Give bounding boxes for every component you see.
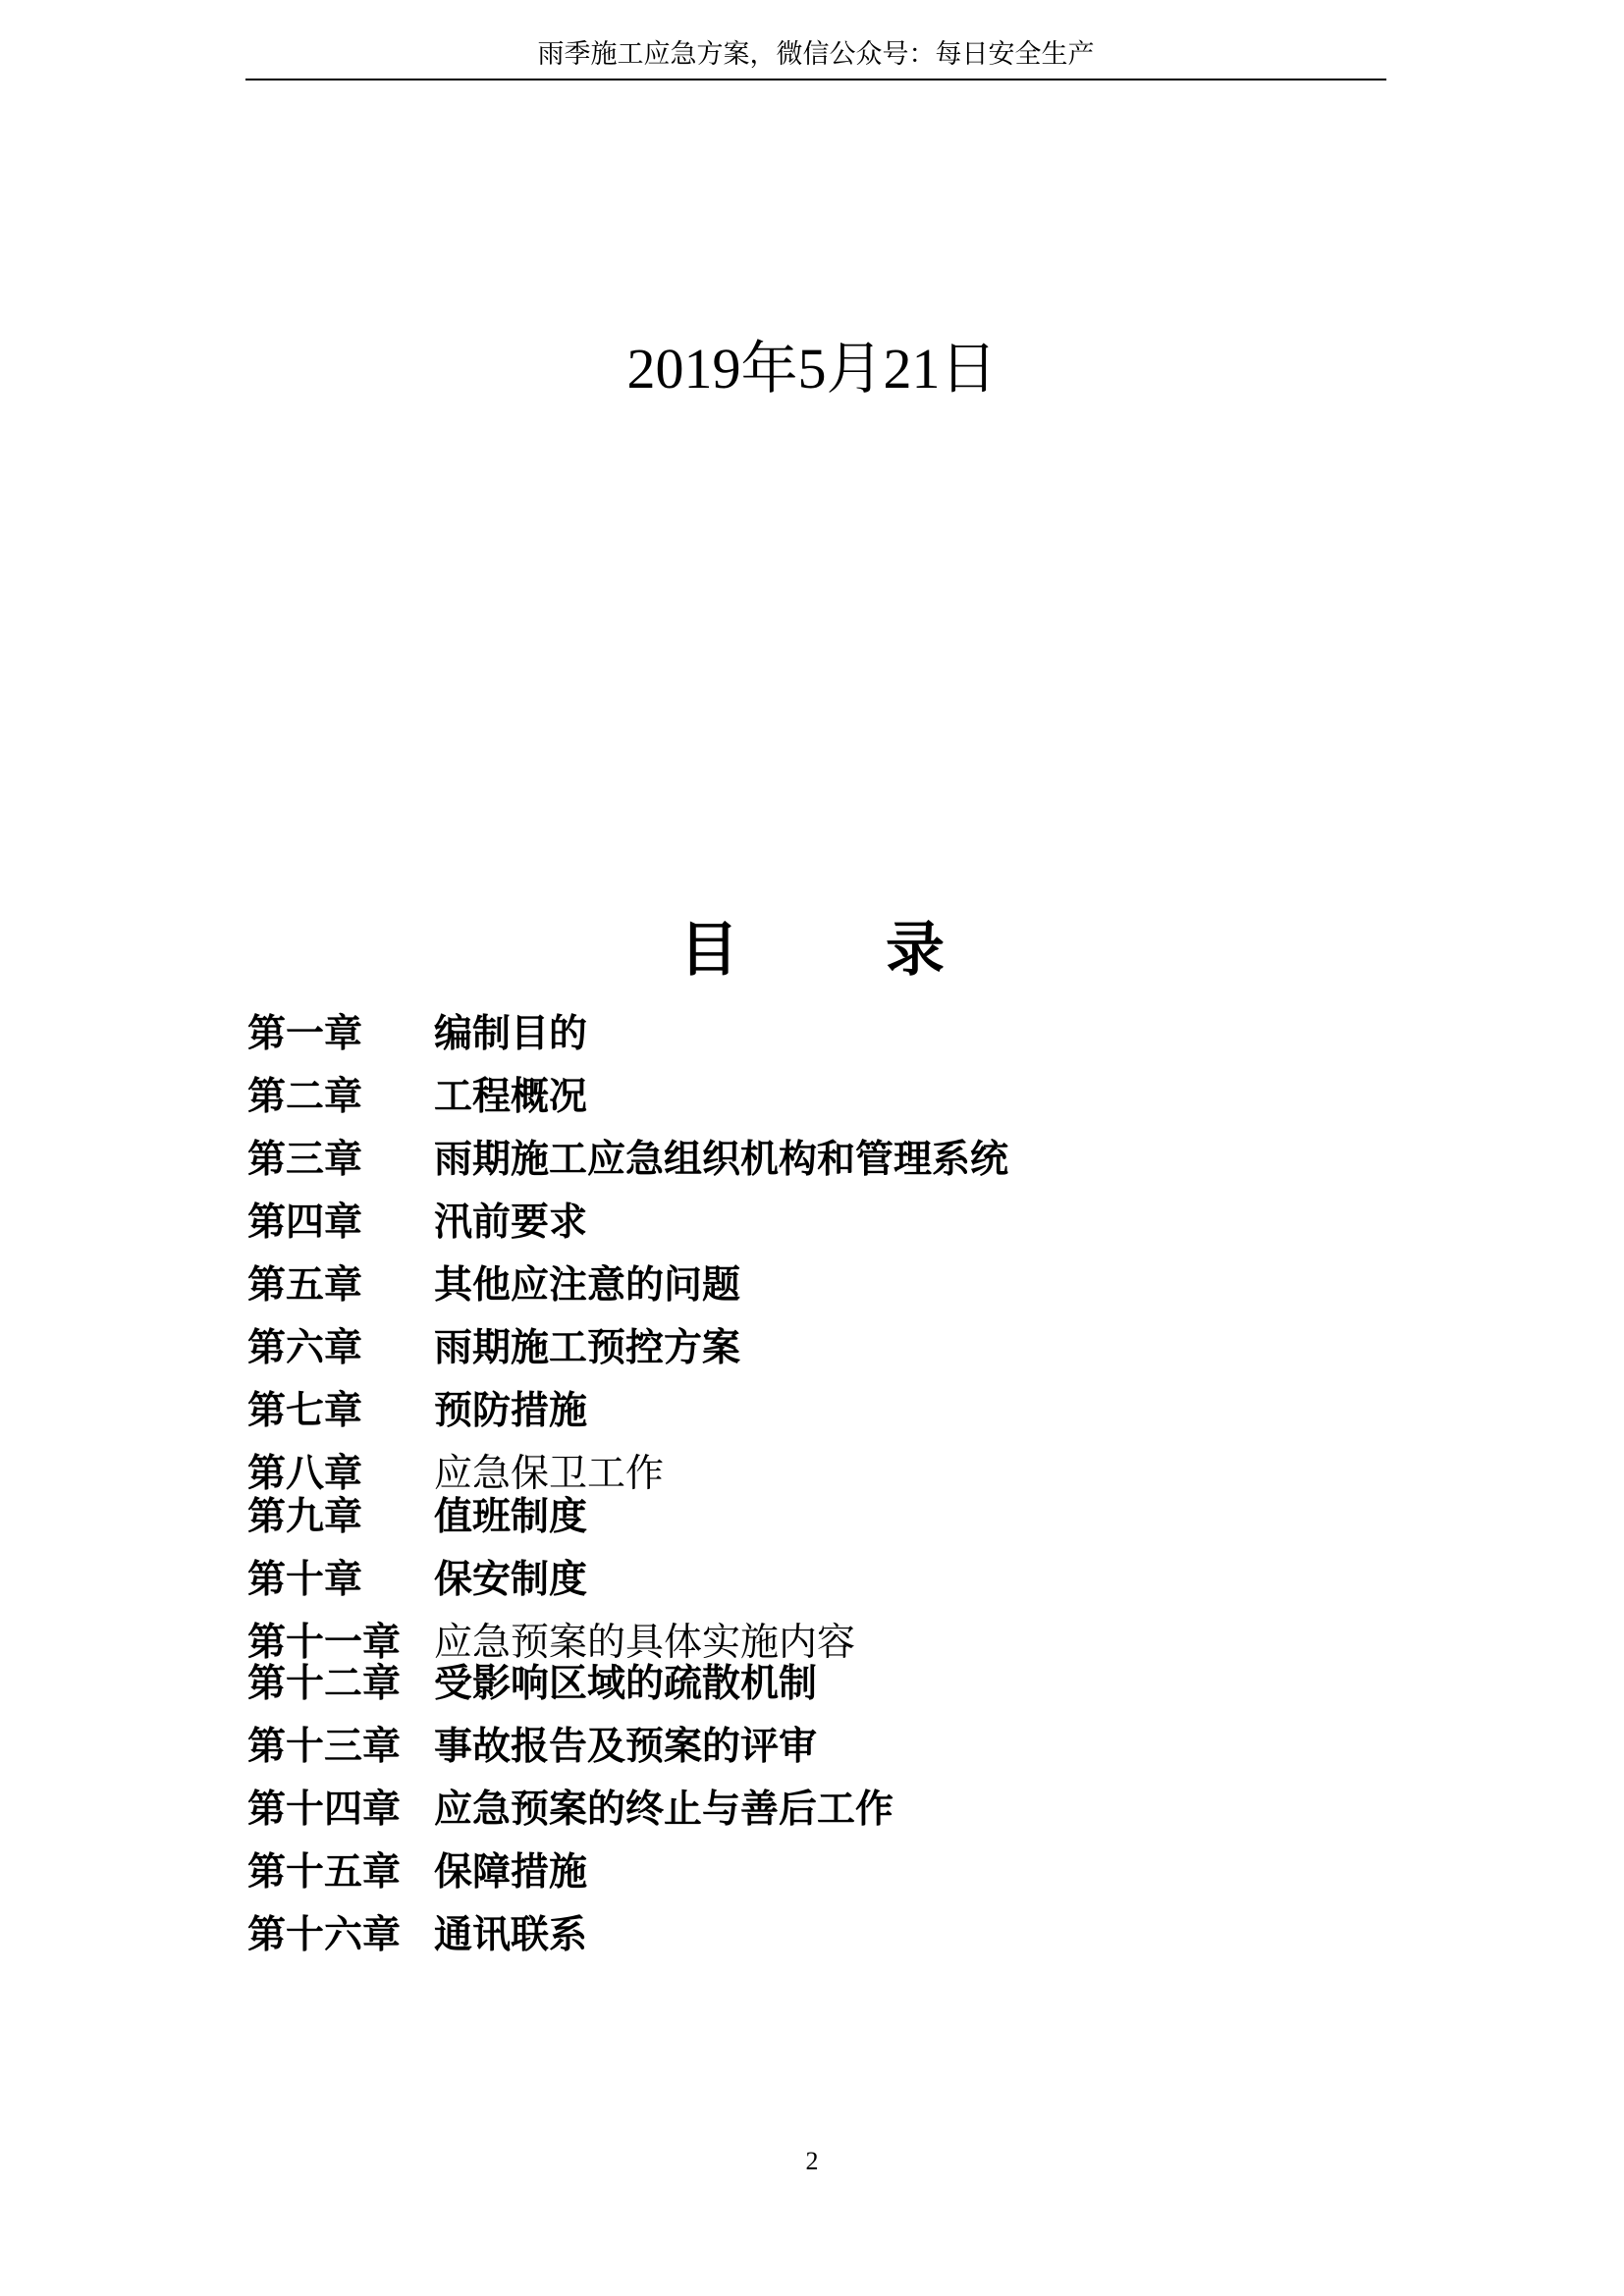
toc-item-1[interactable] <box>247 1011 587 1058</box>
toc-item-12[interactable] <box>247 1661 817 1708</box>
toc-chapter-title: 保障措施 <box>434 1850 588 1895</box>
toc-chapter-title: 应急保卫工作 <box>434 1452 665 1496</box>
toc-chapter-title: 值班制度 <box>434 1495 588 1539</box>
toc-title <box>0 913 1624 988</box>
toc-chapter-title: 雨期施工应急组织机构和管理系统 <box>434 1138 1009 1182</box>
toc-chapter-number: 第九章 <box>247 1495 363 1539</box>
toc-chapter-title: 预防措施 <box>434 1389 588 1433</box>
toc-chapter-number: 第十六章 <box>247 1913 402 1957</box>
toc-item-13[interactable] <box>247 1724 817 1771</box>
toc-title-right: 录 <box>886 916 945 985</box>
toc-chapter-number: 第六章 <box>247 1326 363 1370</box>
toc-chapter-number: 第四章 <box>247 1201 363 1245</box>
toc-item-16[interactable] <box>247 1912 587 1959</box>
document-date: 2019年5月21日 <box>626 337 998 400</box>
toc-item-3[interactable] <box>247 1137 1008 1184</box>
toc-chapter-number: 第十一章 <box>247 1621 402 1665</box>
toc-chapter-number: 第五章 <box>247 1263 363 1308</box>
toc-chapter-number: 第十四章 <box>247 1788 402 1832</box>
toc-chapter-title: 保安制度 <box>434 1558 588 1602</box>
toc-chapter-number: 第十五章 <box>247 1850 402 1895</box>
toc-item-10[interactable] <box>247 1557 587 1604</box>
toc-item-2[interactable] <box>247 1074 587 1121</box>
toc-item-9[interactable] <box>247 1494 587 1541</box>
toc-chapter-title: 事故报告及预案的评审 <box>434 1725 818 1769</box>
page-header: 雨季施工应急方案，微信公众号：每日安全生产 <box>537 39 1095 70</box>
toc-chapter-number: 第一章 <box>247 1012 363 1056</box>
toc-chapter-title: 其他应注意的问题 <box>434 1263 741 1308</box>
toc-chapter-title: 受影响区域的疏散机制 <box>434 1662 818 1706</box>
toc-chapter-number: 第八章 <box>247 1452 363 1496</box>
toc-chapter-number: 第十章 <box>247 1558 363 1602</box>
toc-item-15[interactable] <box>247 1849 587 1896</box>
toc-item-8[interactable] <box>247 1451 664 1498</box>
toc-chapter-number: 第二章 <box>247 1075 363 1119</box>
toc-item-6[interactable] <box>247 1325 740 1372</box>
toc-chapter-number: 第十三章 <box>247 1725 402 1769</box>
page-number: 2 <box>805 2147 819 2175</box>
toc-chapter-number: 第三章 <box>247 1138 363 1182</box>
toc-chapter-title: 应急预案的具体实施内容 <box>434 1621 856 1665</box>
toc-item-14[interactable] <box>247 1787 893 1834</box>
toc-chapter-title: 通讯联系 <box>434 1913 588 1957</box>
toc-chapter-number: 第十二章 <box>247 1662 402 1706</box>
toc-chapter-title: 汛前要求 <box>434 1201 588 1245</box>
toc-title-left: 目 <box>679 916 738 985</box>
toc-chapter-title: 编制目的 <box>434 1012 588 1056</box>
toc-item-4[interactable] <box>247 1200 587 1247</box>
toc-chapter-title: 雨期施工预控方案 <box>434 1326 741 1370</box>
header-rule <box>245 79 1386 80</box>
toc-item-5[interactable] <box>247 1262 740 1309</box>
toc-item-7[interactable] <box>247 1388 587 1435</box>
toc-chapter-title: 工程概况 <box>434 1075 588 1119</box>
toc-chapter-number: 第七章 <box>247 1389 363 1433</box>
toc-chapter-title: 应急预案的终止与善后工作 <box>434 1788 894 1832</box>
toc-item-11[interactable] <box>247 1620 855 1667</box>
